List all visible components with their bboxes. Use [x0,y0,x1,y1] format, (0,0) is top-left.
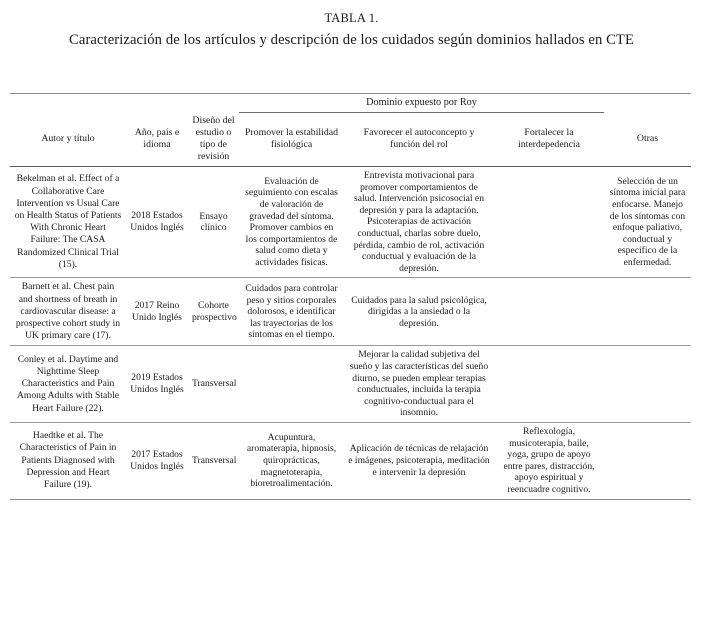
cell-dominio-estabilidad-fisiologica: Evaluación de seguimiento con escalas de valoración de gravedad del síntoma. Promover cambios en los comportamientos de salud como dieta y actividades físicas. [245,175,338,269]
cell-otras: Selección de un síntoma inicial para enfocarse. Manejo de los síntomas con enfoque paliativo, conductual y específico de la enfermedad. [609,175,686,269]
cell-dominio-interdependencia [494,346,604,423]
cell-autor: Barnett et al. Chest pain and shortness of breath in cardiovascular disease: a prospective cohort study in UK primary care (17). [15,281,121,342]
table-row [10,167,691,278]
cell-anio: 2017 Reino Unido Inglés [132,299,182,323]
cell-dominio-estabilidad-fisiologica: Acupuntura, aromaterapia, hipnosis, quiroprácticas, magnetoterapia, bioretroalimentación. [246,431,337,490]
cell-dominio-interdependencia [494,278,604,346]
header-spacer-diseno [188,94,239,113]
header-spacer-autor [10,94,126,113]
table-header [10,94,691,167]
cell-dominio-interdependencia [494,167,604,278]
cell-otras [604,423,691,500]
cell-otras [604,346,691,423]
table-row [10,423,691,500]
header-spacer-anio [126,94,188,113]
cell-dominio-autoconcepto-rol: Entrevista motivacional para promover comportamientos de salud. Intervención psicosocial en depresión y para la adaptación. Psicoterapias de activación conductual, charlas sobre duelo, pérdida, cambio de rol, activación conductual y evaluación de la depresión. [353,170,485,274]
column-header-dominio-interdependencia: Fortalecer la interdepedencia [494,112,604,167]
table-body [10,167,691,499]
header-spacer-otras [604,94,691,113]
table-container [10,93,691,500]
cell-dominio-estabilidad-fisiologica [239,346,344,423]
cell-anio: 2019 Estados Unidos Inglés [130,372,184,396]
table-row [10,278,691,346]
column-header-anio: Año, país e idioma [126,112,188,167]
cell-diseno: Ensayo clínico [199,210,228,234]
cell-anio: 2017 Estados Unidos Inglés [130,448,184,472]
table-header-group-row [10,94,691,113]
column-header-dominio-autoconcepto-rol: Favorecer el autoconcepto y función del rol [344,112,494,167]
table-number: TABLA 1. [324,11,379,25]
column-header-otras: Otras [604,112,691,167]
cell-dominio-interdependencia: Reflexología, musicoterapia, baile, yoga, grupo de apoyo entre pares, distracción, apoyo espiritual y reencuadre cognitivo. [503,426,595,495]
cell-dominio-autoconcepto-rol: Aplicación de técnicas de relajación e imágenes, psicoterapia, meditación e intervenir la depresión [348,443,490,478]
cell-diseno: Transversal [192,378,237,390]
table-caption: Caracterización de los artículos y descripción de los cuidados según dominios hallados en CTE [69,32,634,48]
cell-otras [604,278,691,346]
column-header-dominio-estabilidad-fisiologica: Promover la estabilidad fisiológica [239,112,344,167]
column-header-autor: Autor y título [10,112,126,167]
cell-diseno: Transversal [192,455,237,466]
characterization-table [10,93,691,500]
table-title-block [0,0,703,50]
cell-dominio-autoconcepto-rol: Mejorar la calidad subjetiva del sueño y las características del sueño diurno, se pueden emplear terapias conductuales, incluida la terapia cognitivo-conductual para el insomnio. [349,349,489,419]
cell-autor: Haedtke et al. The Characteristics of Pain in Patients Diagnosed with Depression and Heart Failure (19). [19,430,117,491]
table-header-row [10,112,691,167]
cell-autor: Conley et al. Daytime and Nighttime Sleep Characteristics and Pain Among Adults with Stable Heart Failure (22). [16,353,120,414]
header-group-dominio-roy: Dominio expuesto por Roy [239,94,604,113]
cell-anio: 2018 Estados Unidos Inglés [130,210,184,234]
column-header-diseno: Diseño del estudio o tipo de revisión [188,112,239,167]
table-row [10,346,691,423]
cell-diseno: Cohorte prospectivo [192,300,237,323]
cell-autor: Bekelman et al. Effect of a Collaborative Care Intervention vs Usual Care on Health Status of Patients With Chronic Heart Failure: The CASA Randomized Clinical Trial (15). [14,173,122,270]
cell-dominio-estabilidad-fisiologica: Cuidados para controlar peso y sitios corporales dolorosos, e identificar las trayectorias de los síntomas en el tiempo. [245,282,338,341]
cell-dominio-autoconcepto-rol: Cuidados para la salud psicológica, dirigidas a la ansiedad o la depresión. [351,294,487,329]
